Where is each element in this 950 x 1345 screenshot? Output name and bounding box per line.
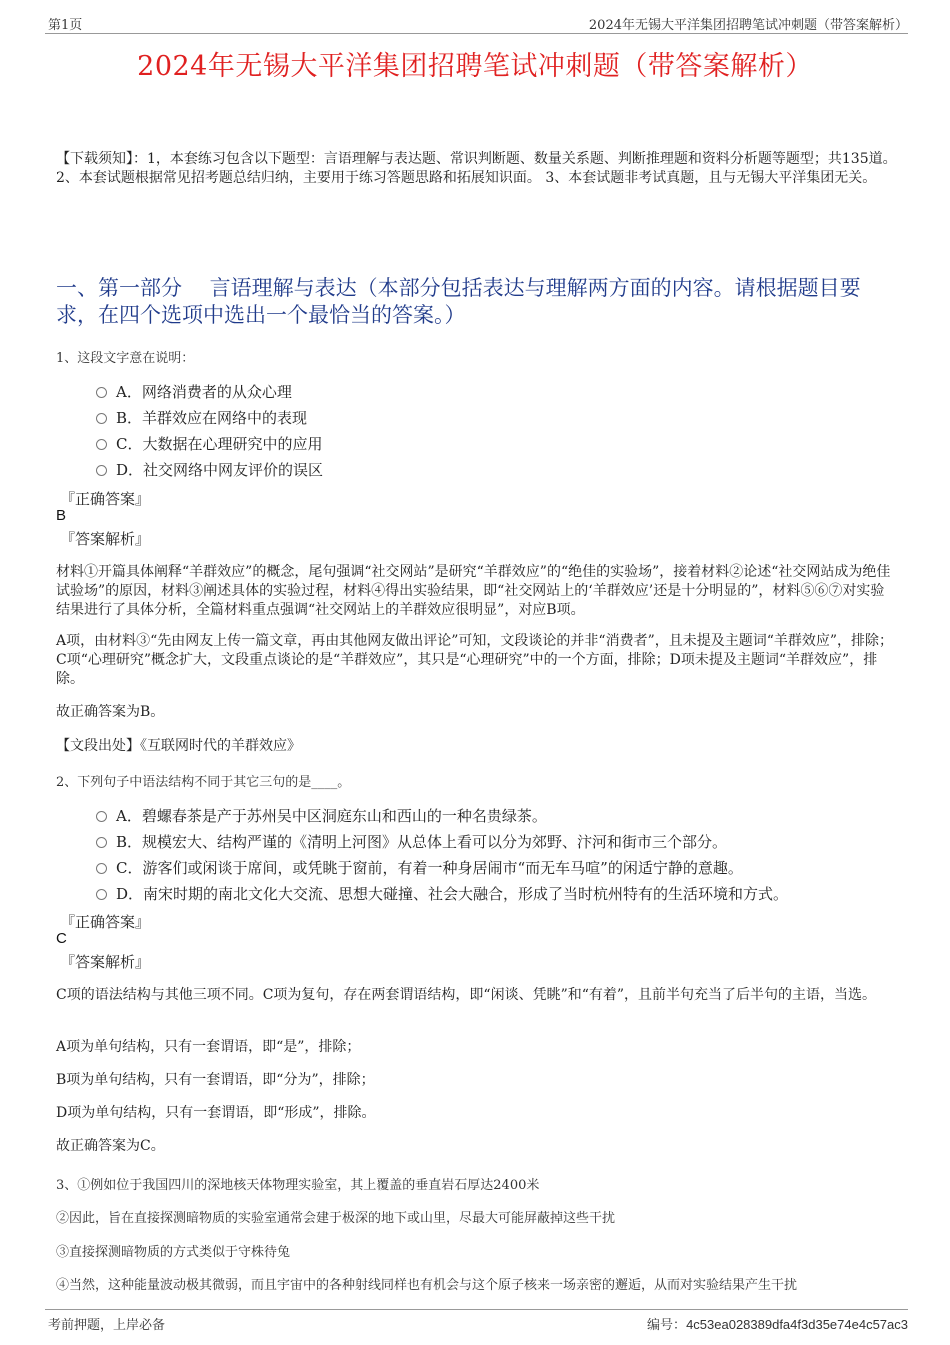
source-citation: 【文段出处】《互联网时代的羊群效应》 [56,738,301,754]
correct-answer-label: 『正确答案』 [60,913,151,931]
analysis-paragraph: 故正确答案为C。 [56,1138,165,1154]
option-c[interactable]: C．游客们或闲谈于席间，或凭眺于窗前，有着一种身居闹市“而无车马喧”的闲适宁静的意趣。 [96,857,788,883]
download-notice: 【下载须知】：1，本套练习包含以下题型：言语理解与表达题、常识判断题、数量关系题、判断推理题和资料分析题等题型；共135道。 2、本套试题根据常见招考题总结归纳，主要用于练习答题思路和拓展知识面。 3、本套试题非考试真题，且与无锡大平洋集团无关。 [56,151,897,186]
option-a[interactable]: A．碧螺春茶是产于苏州吴中区洞庭东山和西山的一种名贵绿茶。 [96,805,788,831]
option-b[interactable]: B．规模宏大、结构严谨的《清明上河图》从总体上看可以分为郊野、汴河和街市三个部分。 [96,831,788,857]
radio-icon[interactable] [96,439,107,450]
section-heading: 一、第一部分 言语理解与表达（本部分包括表达与理解两方面的内容。请根据题目要求，在四个选项中选出一个最恰当的答案。） [56,276,861,327]
doc-code: 4c53ea028389dfa4f3d35e74e4c57ac3 [686,1317,908,1332]
analysis-paragraph: 材料①开篇具体阐释“羊群效应”的概念，尾句强调“社交网站”是研究“羊群效应”的“绝佳的实验场”，接着材料②论述“社交网站成为绝佳试验场”的原因，材料③阐述具体的实验过程，材料④得出实验结果，即“社交网站上的‘羊群效应’还是十分明显的”，材料⑤⑥⑦对实验结果进行了具体分析，全篇材料重点强调“社交网站上的羊群效应很明显”，对应B项。 [56,564,891,618]
document-title: 2024年无锡大平洋集团招聘笔试冲刺题（带答案解析） [137,51,813,82]
radio-icon[interactable] [96,837,107,848]
radio-icon[interactable] [96,413,107,424]
radio-icon[interactable] [96,811,107,822]
radio-icon[interactable] [96,889,107,900]
analysis-paragraph: A项，由材料③“先由网友上传一篇文章，再由其他网友做出评论”可知，文段谈论的并非“消费者”，且未提及主题词“羊群效应”，排除；C项“心理研究”概念扩大，文段重点谈论的是“羊群效应”，其只是“心理研究”中的一个方面，排除；D项未提及主题词“羊群效应”，排除。 [56,633,894,687]
analysis-label: 『答案解析』 [60,953,151,971]
radio-icon[interactable] [96,387,107,398]
radio-icon[interactable] [96,465,107,476]
analysis-paragraph: C项的语法结构与其他三项不同。C项为复句，存在两套谓语结构，即“闲谈、凭眺”和“有着”，且前半句充当了后半句的主语，当选。 [56,987,877,1003]
question-1-stem: 1、这段文字意在说明： [56,351,195,366]
option-d[interactable]: D．社交网络中网友评价的误区 [96,459,323,485]
question-1-options [96,381,323,485]
page-number: 第1页 [48,18,83,33]
question-3-sentence: ③直接探测暗物质的方式类似于守株待兔 [56,1245,291,1260]
question-3-sentence: ②因此，旨在直接探测暗物质的实验室通常会建于极深的地下或山里，尽最大可能屏蔽掉这些干扰 [56,1211,616,1226]
question-2-stem: 2、下列句子中语法结构不同于其它三句的是____。 [56,775,351,790]
question-3-sentence: ④当然，这种能量波动极其微弱，而且宇宙中的各种射线同样也有机会与这个原子核来一场亲密的邂逅，从而对实验结果产生干扰 [56,1278,798,1293]
footer-slogan: 考前押题，上岸必备 [48,1318,166,1333]
header-divider [45,33,908,34]
correct-answer: C [56,930,67,947]
correct-answer-label: 『正确答案』 [60,490,151,508]
option-b[interactable]: B．羊群效应在网络中的表现 [96,407,323,433]
header-doc-title: 2024年无锡大平洋集团招聘笔试冲刺题（带答案解析） [588,18,908,33]
doc-code-label: 编号： [647,1318,687,1333]
correct-answer: B [56,507,67,524]
footer-divider [45,1309,908,1310]
analysis-label: 『答案解析』 [60,530,151,548]
option-c[interactable]: C．大数据在心理研究中的应用 [96,433,323,459]
radio-icon[interactable] [96,863,107,874]
question-2-options [96,805,788,909]
option-d[interactable]: D．南宋时期的南北文化大交流、思想大碰撞、社会大融合，形成了当时杭州特有的生活环境和方式。 [96,883,788,909]
analysis-paragraph: B项为单句结构，只有一套谓语，即“分为”，排除； [56,1072,375,1088]
question-3-sentence: 3、①例如位于我国四川的深地核天体物理实验室，其上覆盖的垂直岩石厚达2400米 [56,1178,540,1193]
analysis-paragraph: 故正确答案为B。 [56,704,165,720]
option-a[interactable]: A．网络消费者的从众心理 [96,381,323,407]
footer-doc-code [647,1314,908,1333]
analysis-paragraph: A项为单句结构，只有一套谓语，即“是”，排除； [56,1039,361,1055]
analysis-paragraph: D项为单句结构，只有一套谓语，即“形成”，排除。 [56,1105,376,1121]
